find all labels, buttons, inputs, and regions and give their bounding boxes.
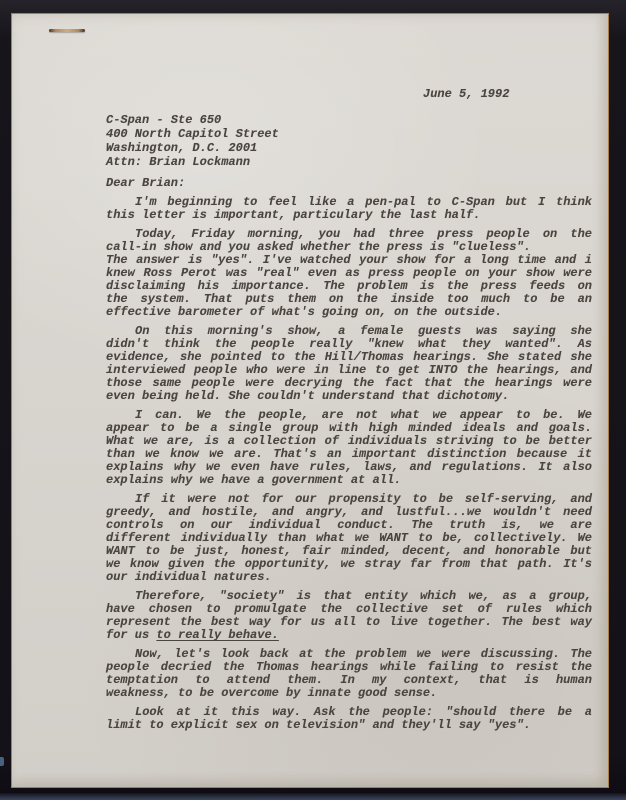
salutation: Dear Brian: bbox=[106, 176, 186, 190]
letter-line: greedy, and hostile, and angry, and lustful...we wouldn't need bbox=[106, 505, 592, 519]
letter-line: different individually than what we WANT to be, collectively. We bbox=[106, 531, 592, 545]
letter-line: controls on our individual conduct. The truth is, we are bbox=[106, 518, 592, 532]
letter-line: have chosen to promulgate the collective set of rules which bbox=[106, 602, 592, 616]
letter-line: I can. We the people, are not what we appear to be. We bbox=[135, 408, 592, 422]
letter-line: Today, Friday morning, you had three press people on the bbox=[135, 227, 592, 241]
letter-line: people decried the Thomas hearings while failing to resist the bbox=[106, 660, 592, 674]
letter-line: limit to explicit sex on television" and they'll say "yes". bbox=[106, 718, 531, 732]
recipient-attn: Attn: Brian Lockmann bbox=[106, 155, 251, 169]
letter-line: explains why we have a government at all. bbox=[106, 473, 402, 487]
letter-line: call-in show and you asked whether the press is "clueless". bbox=[106, 240, 531, 254]
letter-line: those same people were decrying the fact that the hearings were bbox=[106, 376, 592, 390]
letter-page bbox=[11, 13, 609, 788]
letter-line: On this morning's show, a female guests was saying she bbox=[135, 324, 592, 338]
letter-date: June 5, 1992 bbox=[423, 87, 510, 101]
paragraph bbox=[106, 409, 592, 487]
paragraph bbox=[106, 228, 592, 319]
letter-line: the system. That puts them on the inside too much to be an bbox=[106, 292, 592, 306]
letter-line: than we know we are. That's an important distinction because it bbox=[106, 447, 592, 461]
letter-line: Therefore, "society" is that entity which we, as a group, bbox=[135, 589, 592, 603]
letter-line: Now, let's look back at the problem we were discussing. The bbox=[135, 647, 592, 661]
paragraph bbox=[106, 706, 592, 732]
letter-line: evidence, she pointed to the Hill/Thomas hearings. She stated she bbox=[106, 350, 592, 364]
letter-body bbox=[106, 196, 592, 732]
letter-line: effective barometer of what's going on, on the outside. bbox=[106, 305, 503, 319]
staple bbox=[49, 29, 85, 32]
letter-line: appear to be a single group with high minded ideals and goals. bbox=[106, 421, 592, 435]
scan-edge-mark bbox=[0, 757, 4, 766]
letter-content bbox=[106, 88, 592, 732]
letter-line: our individual natures. bbox=[106, 570, 272, 584]
letter-line: Look at it this way. Ask the people: "should there be a bbox=[135, 705, 592, 719]
letter-line: disclaiming his importance. The problem is the press feeds on bbox=[106, 279, 592, 293]
letter-line: I'm beginning to feel like a pen-pal to C-Span but I think bbox=[135, 195, 592, 209]
scan-bottom-strip bbox=[0, 793, 626, 800]
letter-line: interviewed people who were in line to get INTO the hearings, and bbox=[106, 363, 592, 377]
paragraph bbox=[106, 325, 592, 403]
letter-line: this letter is important, particulary the last half. bbox=[106, 208, 481, 222]
paragraph bbox=[106, 590, 592, 642]
letter-line: even being held. She couldn't understand that dichotomy. bbox=[106, 389, 510, 403]
recipient-address bbox=[106, 113, 592, 169]
letter-line: we know given the opportunity, we stray far from that path. It's bbox=[106, 557, 592, 571]
paragraph bbox=[106, 493, 592, 584]
recipient-city: Washington, D.C. 2001 bbox=[106, 141, 258, 155]
recipient-name: C-Span - Ste 650 bbox=[106, 113, 222, 127]
underlined-text: to really behave. bbox=[156, 628, 279, 642]
letter-line: What we are, is a collection of individuals striving to be better bbox=[106, 434, 592, 448]
letter-line: temptation to attend them. In my context, that is human bbox=[106, 673, 592, 687]
letter-line: represent the best way for us all to live together. The best way bbox=[106, 615, 592, 629]
letter-line: didn't think the people really "knew what they wanted". As bbox=[106, 337, 592, 351]
letter-line: explains why we even have rules, laws, and regulations. It also bbox=[106, 460, 592, 474]
letter-line: knew Ross Perot was "real" even as press people on your show were bbox=[106, 266, 592, 280]
recipient-street: 400 North Capitol Street bbox=[106, 127, 279, 141]
letter-line: weakness, to be overcome by innate good sense. bbox=[106, 686, 438, 700]
letter-line: The answer is "yes". I've watched your show for a long time and i bbox=[106, 253, 592, 267]
letter-line: If it were not for our propensity to be self-serving, and bbox=[135, 492, 592, 506]
paragraph bbox=[106, 648, 592, 700]
salutation-block bbox=[106, 177, 592, 190]
letter-line: WANT to be just, honest, fair minded, decent, and honorable but bbox=[106, 544, 592, 558]
paragraph bbox=[106, 196, 592, 222]
letter-line: for us to really behave. bbox=[106, 628, 279, 642]
